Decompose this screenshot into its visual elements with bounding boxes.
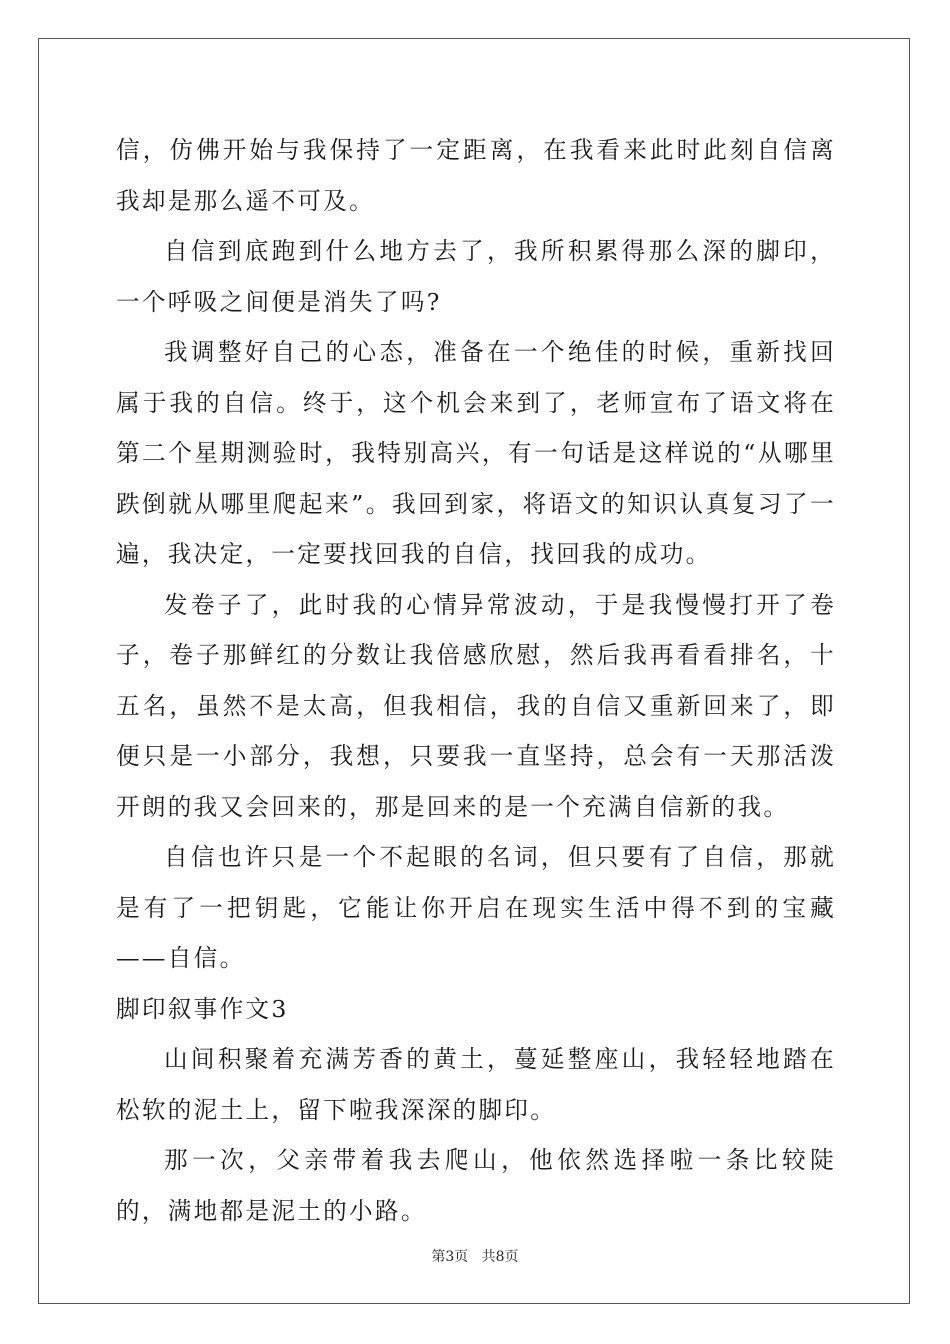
page-footer <box>0 1246 950 1266</box>
page-number: 第3页 <box>431 1249 469 1265</box>
paragraph: 我调整好自己的心态，准备在一个绝佳的时候，重新找回属于我的自信。终于，这个机会来到了，老师宣布了语文将在第二个星期测验时，我特别高兴，有一句话是这样说的“从哪里跌倒就从哪里爬起来”。我回到家，将语文的知识认真复习了一遍，我决定，一定要找回我的自信，找回我的成功。 <box>116 338 836 568</box>
paragraph-continuation: 信，仿佛开始与我保持了一定距离，在我看来此时此刻自信离我却是那么遥不可及。 <box>116 136 836 215</box>
page-total: 共8页 <box>481 1249 519 1265</box>
document-body <box>116 125 836 1236</box>
paragraph: 那一次，父亲带着我去爬山，他依然选择啦一条比较陡的，满地都是泥土的小路。 <box>116 1146 836 1225</box>
paragraph: 山间积聚着充满芳香的黄土，蔓延整座山，我轻轻地踏在松软的泥土上，留下啦我深深的脚印。 <box>116 1045 836 1124</box>
paragraph: 自信也许只是一个不起眼的名词，但只要有了自信，那就是有了一把钥匙，它能让你开启在现实生活中得不到的宝藏——自信。 <box>116 843 836 972</box>
section-heading: 脚印叙事作文3 <box>116 994 289 1023</box>
paragraph: 发卷子了，此时我的心情异常波动，于是我慢慢打开了卷子，卷子那鲜红的分数让我倍感欣慰，然后我再看看排名，十五名，虽然不是太高，但我相信，我的自信又重新回来了，即便只是一小部分，我想，只要我一直坚持，总会有一天那活泼开朗的我又会回来的，那是回来的是一个充满自信新的我。 <box>116 590 836 821</box>
paragraph: 自信到底跑到什么地方去了，我所积累得那么深的脚印，一个呼吸之间便是消失了吗? <box>116 237 836 316</box>
